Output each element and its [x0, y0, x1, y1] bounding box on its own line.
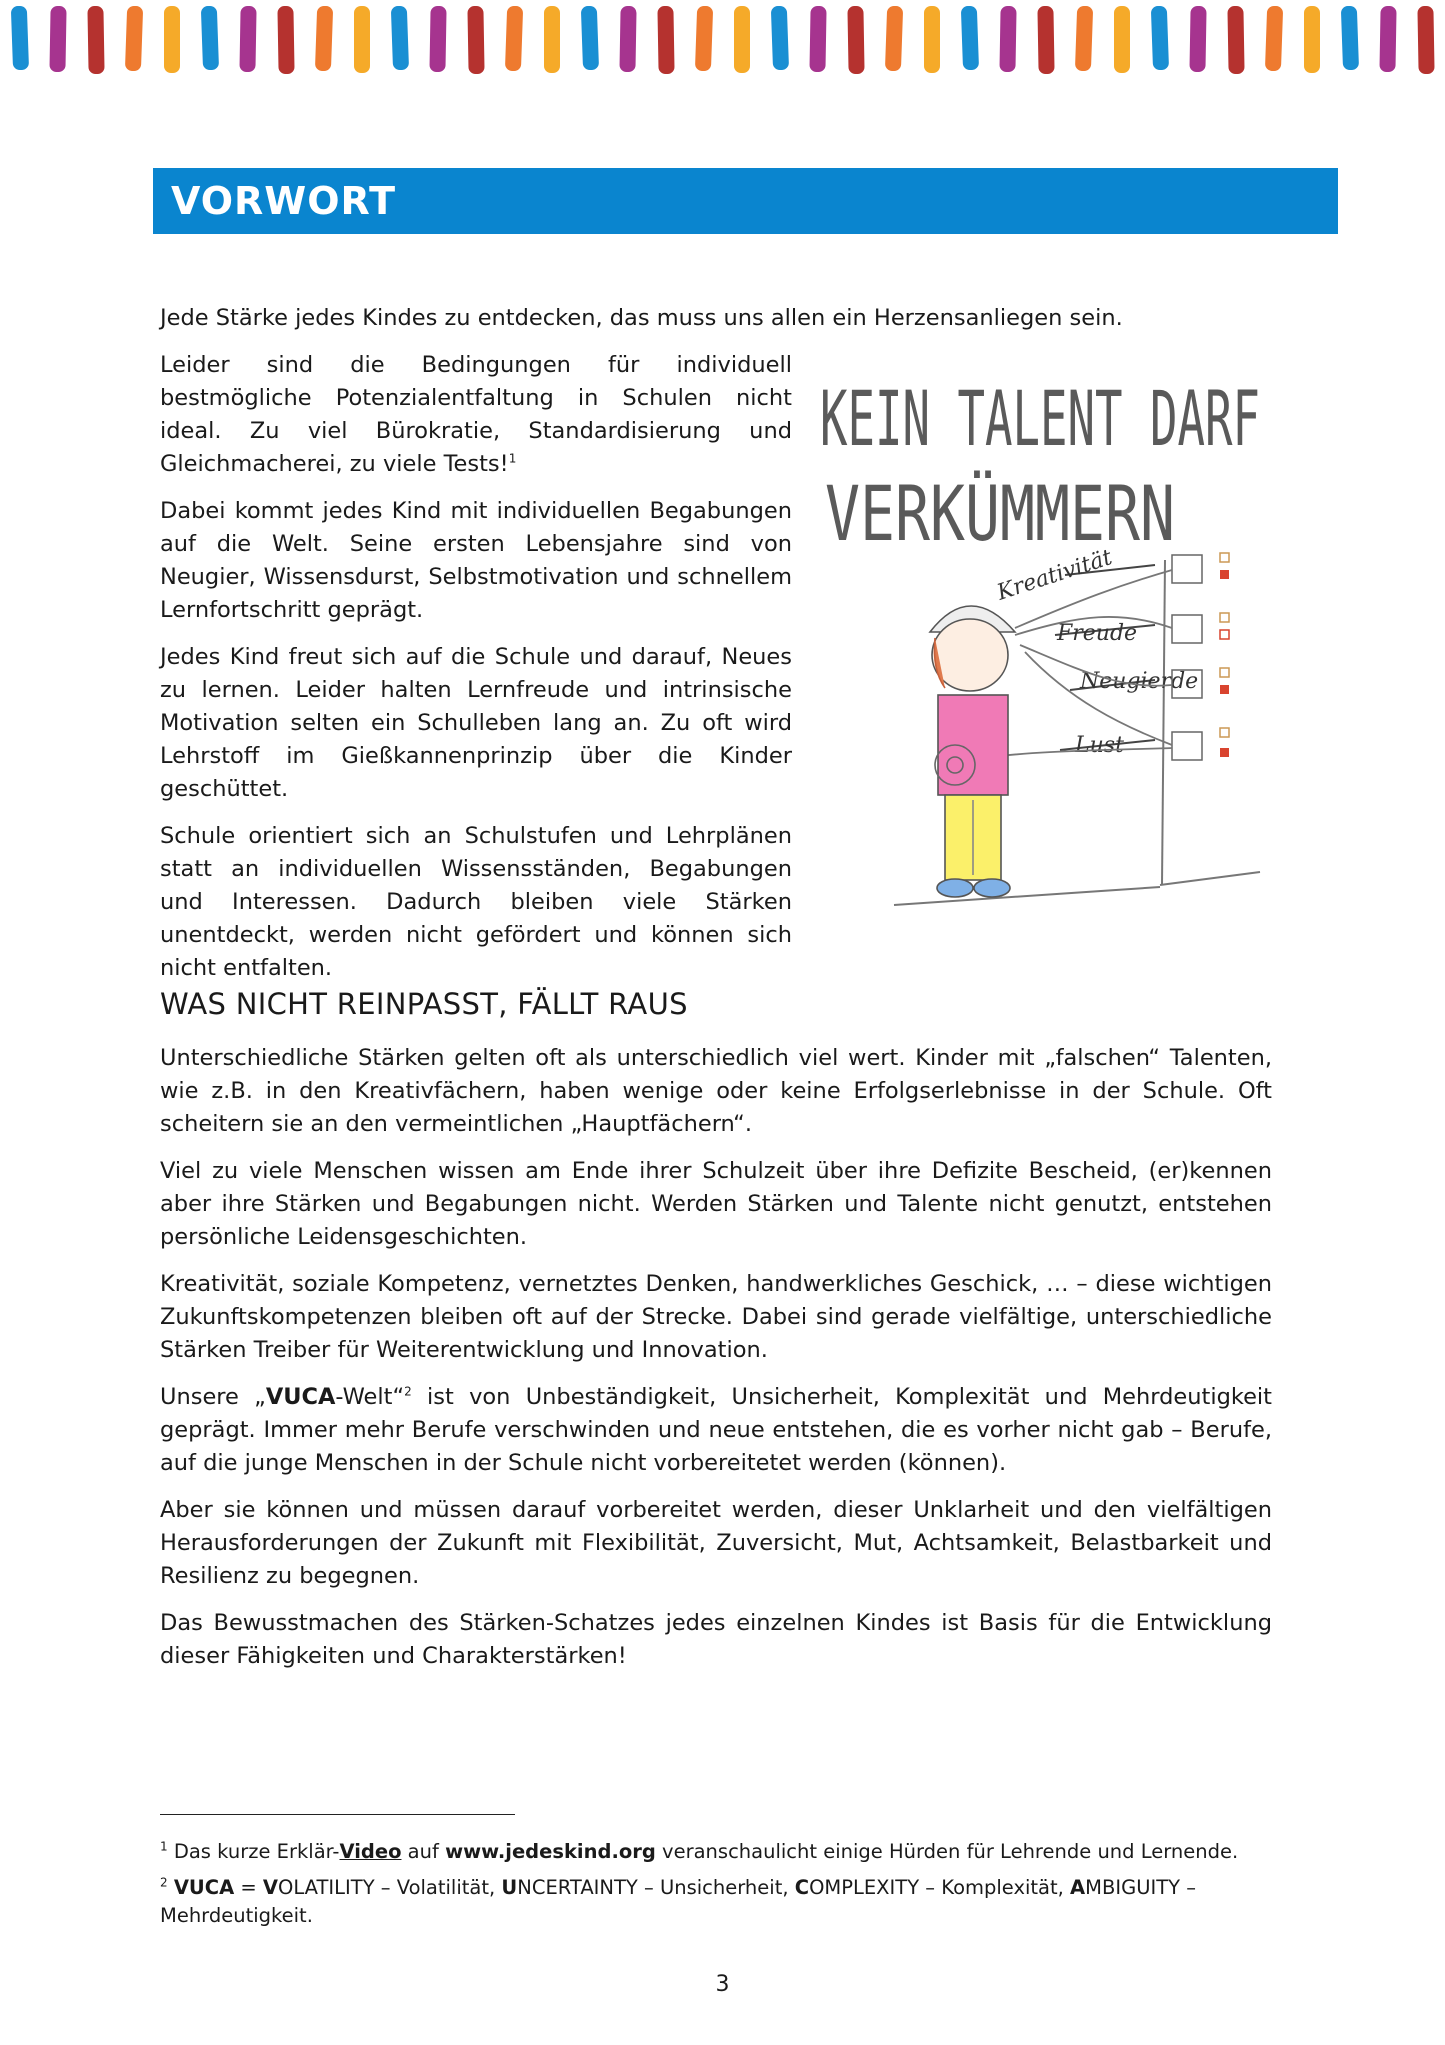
stripe — [125, 6, 143, 72]
paragraph: Kreativität, soziale Kompetenz, vernetztes Denken, handwerkliches Geschick, … – diese wichtigen Zukunftskompetenzen bleiben oft auf der Strecke. Dabei sind gerade vielfältige, unterschiedliche Stärken Treiber für Weiterentwicklung und Innovation. — [160, 1271, 1272, 1363]
stripe — [657, 6, 674, 74]
paragraph: Das Bewusstmachen des Stärken-Schatzes jedes einzelnen Kindes ist Basis für die Entwicklung dieser Fähigkeiten und Charakterstärken! — [160, 1610, 1272, 1669]
paragraph: Jedes Kind freut sich auf die Schule und darauf, Neues zu lernen. Leider halten Lernfreude und intrinsische Motivation selten ein Schulleben lang an. Zu oft wird Lehrstoff im Gießkannenprinzip über die Kinder geschüttet. — [160, 644, 792, 802]
footnote-ref[interactable]: 2 — [404, 1384, 412, 1399]
stripe — [1417, 6, 1434, 74]
title-banner — [153, 168, 1338, 234]
stripe — [847, 6, 864, 74]
stripe — [49, 6, 66, 72]
stripe — [1075, 6, 1093, 72]
stripe — [1379, 6, 1396, 72]
stripe — [885, 6, 903, 72]
stripe — [315, 6, 333, 72]
stripe — [581, 6, 599, 71]
stripe — [354, 6, 370, 73]
stripe — [391, 6, 409, 71]
label-freude: Freude — [1057, 621, 1138, 646]
intro-sentence: Jede Stärke jedes Kindes zu entdecken, das muss uns allen ein Herzensanliegen sein. — [160, 305, 1123, 331]
stripe — [1304, 6, 1320, 73]
paragraph: Unterschiedliche Stärken gelten oft als unterschiedlich viel wert. Kinder mit „falschen“ Talenten, wie z.B. in den Kreativfächern, haben wenige oder keine Erfolgserlebnisse in der Schule. Oft scheitern sie an den vermeintlichen „Hauptfächern“. — [160, 1045, 1272, 1137]
footnote-2: $^2$ VUCA = VOLATILITY – Volatilität, UNCERTAINTY – Unsicherheit, COMPLEXITY – Komplexität, AMBIGUITY – Mehrdeutigkeit. — [160, 1875, 1196, 1927]
illustration-kein-talent — [820, 370, 1280, 940]
stripe — [1151, 6, 1169, 71]
stripe — [734, 6, 750, 73]
paragraph: Dabei kommt jedes Kind mit individuellen Begabungen auf die Welt. Seine ersten Lebensjahre sind von Neugier, Wissensdurst, Selbstmotivation und schnellem Lernfortschritt geprägt. — [160, 498, 792, 623]
stripe — [695, 6, 713, 72]
stripe — [1227, 6, 1244, 74]
intro-column — [160, 349, 792, 999]
label-kreativitaet: Kreativität — [994, 545, 1116, 606]
stripe — [924, 6, 940, 73]
paragraph: Leider sind die Bedingungen für individuell bestmögliche Potenzialentfaltung in Schulen nicht ideal. Zu viel Bürokratie, Standardisierung und Gleichmacherei, zu viele Tests!$^1$ — [160, 352, 792, 477]
paragraph: Schule orientiert sich an Schulstufen und Lehrplänen statt an individuellen Wissensständen, Begabungen und Interessen. Dadurch bleiben viele Stärken unentdeckt, werden nicht gefördert und können sich nicht entfalten. — [160, 823, 792, 981]
stripe — [544, 6, 560, 73]
stripe — [961, 6, 979, 71]
stripe — [809, 6, 826, 72]
label-neugierde: Neugierde — [1080, 669, 1199, 694]
stripe — [277, 6, 294, 74]
illustration-title-line2: VERKÜMMERN — [825, 469, 1175, 558]
stripe — [1037, 6, 1054, 74]
stripe — [239, 6, 256, 72]
website-link[interactable]: www.jedeskind.org — [445, 1840, 656, 1863]
footnotes — [160, 1838, 1272, 1938]
stripe — [1189, 6, 1206, 72]
stripe — [201, 6, 219, 71]
footnote-1: $^1$ Das kurze Erklär-Video auf www.jedeskind.org veranschaulicht einige Hürden für Lehrende und Lernende. — [160, 1839, 1239, 1863]
page-number: 3 — [715, 1972, 730, 1997]
video-link[interactable]: Video — [339, 1840, 402, 1863]
footnote-separator — [160, 1814, 515, 1815]
paragraph: Unsere „VUCA-Welt“$^2$ ist von Unbeständigkeit, Unsicherheit, Komplexität und Mehrdeutigkeit geprägt. Immer mehr Berufe verschwinden und neue entstehen, die es vorher nicht gab – Berufe, auf die junge Menschen in der Schule nicht vorbereitetet werden (können). — [160, 1384, 1272, 1476]
stripe — [1265, 6, 1283, 72]
stripe — [1341, 6, 1359, 71]
label-lust: Lust — [1075, 733, 1124, 758]
stripe — [999, 6, 1016, 72]
stripe — [11, 6, 29, 71]
paragraph: Viel zu viele Menschen wissen am Ende ihrer Schulzeit über ihre Defizite Bescheid, (er)kennen aber ihre Stärken und Begabungen nicht. Werden Stärken und Talente nicht genutzt, entstehen persönliche Leidensgeschichten. — [160, 1158, 1272, 1250]
paragraph: Aber sie können und müssen darauf vorbereitet werden, dieser Unklarheit und den vielfältigen Herausforderungen der Zukunft mit Flexibilität, Zuversicht, Mut, Achtsamkeit, Belastbarkeit und Resilienz zu begegnen. — [160, 1497, 1272, 1589]
stripe — [164, 6, 180, 73]
page-title: VORWORT — [171, 179, 396, 223]
stripe — [1114, 6, 1130, 73]
footnote-ref[interactable]: 1 — [508, 451, 517, 466]
stripe — [467, 6, 484, 74]
illustration-title-line1: KEIN TALENT DARF — [820, 374, 1260, 463]
decorative-stripe-border — [0, 0, 1445, 80]
section-body — [160, 1042, 1272, 1687]
stripe — [505, 6, 523, 72]
section-heading: WAS NICHT REINPASST, FÄLLT RAUS — [160, 987, 688, 1021]
stripe — [771, 6, 789, 71]
stripe — [429, 6, 446, 72]
stripe — [87, 6, 104, 74]
stripe — [619, 6, 636, 72]
